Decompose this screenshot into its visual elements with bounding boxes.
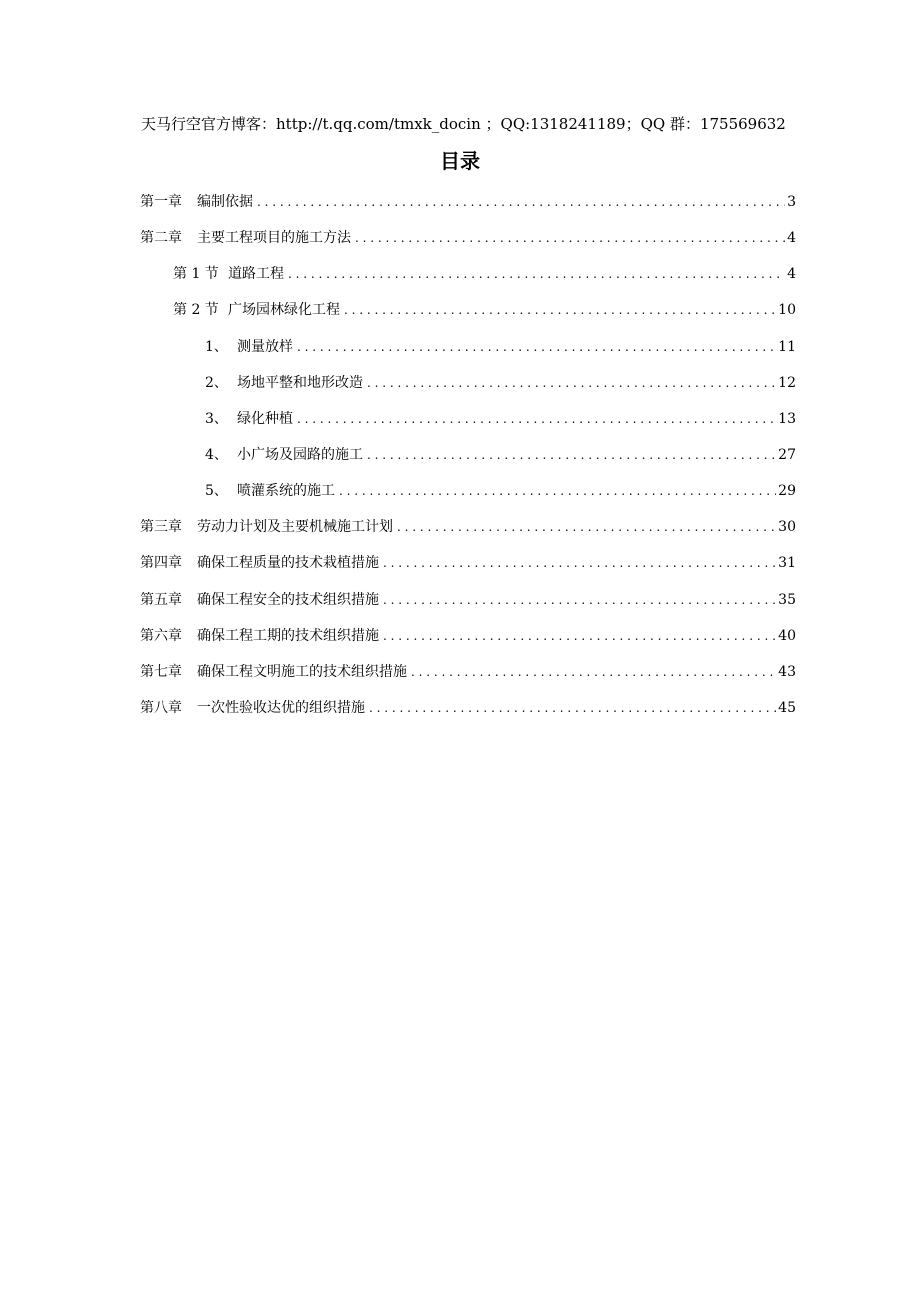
toc-entry-title: 喷灌系统的施工 xyxy=(237,483,335,499)
toc-entry-number: 第 2 节 xyxy=(173,302,219,318)
toc-entry-title: 编制依据 xyxy=(197,194,253,210)
toc-entry-title: 测量放样 xyxy=(237,339,293,355)
toc-entry[interactable] xyxy=(205,481,796,501)
toc-entry-page: 4 xyxy=(787,266,796,282)
toc-entry[interactable] xyxy=(140,553,796,573)
toc-dot-leader xyxy=(383,626,776,646)
toc-entry-page: 13 xyxy=(778,411,796,427)
toc-entry-page: 35 xyxy=(778,592,796,608)
toc-entry-page: 4 xyxy=(787,230,796,246)
toc-entry-page: 27 xyxy=(778,447,796,463)
toc-entry-number: 4、 xyxy=(205,447,228,463)
page-header-text: 天马行空官方博客：http://t.qq.com/tmxk_docin ；QQ:1318241189；QQ 群：175569632 xyxy=(141,115,786,133)
toc-entry[interactable] xyxy=(205,337,796,357)
toc-entry-page: 11 xyxy=(778,339,796,355)
toc-entry-page: 40 xyxy=(778,628,796,644)
toc-entry-title: 确保工程安全的技术组织措施 xyxy=(197,592,379,608)
toc-dot-leader xyxy=(339,481,776,501)
toc-dot-leader xyxy=(257,192,785,212)
toc-entry-page: 3 xyxy=(787,194,796,210)
toc-entry[interactable] xyxy=(140,698,796,718)
toc-entry-page: 12 xyxy=(778,375,796,391)
toc-entry-title: 确保工程文明施工的技术组织措施 xyxy=(197,664,407,680)
toc-dot-leader xyxy=(383,553,776,573)
toc-entry-number: 2、 xyxy=(205,375,228,391)
toc-entry[interactable] xyxy=(173,264,796,284)
toc-entry-title: 确保工程质量的技术栽植措施 xyxy=(197,555,379,571)
toc-entry-number: 第一章 xyxy=(140,194,182,210)
toc-entry-number: 第五章 xyxy=(140,592,182,608)
toc-entry-title: 广场园林绿化工程 xyxy=(228,302,340,318)
toc-entry-number: 第三章 xyxy=(140,519,182,535)
toc-entry[interactable] xyxy=(140,192,796,212)
toc-dot-leader xyxy=(344,300,776,320)
toc-entry-page: 43 xyxy=(778,664,796,680)
toc-entry-number: 第 1 节 xyxy=(173,266,219,282)
toc-entry-title: 劳动力计划及主要机械施工计划 xyxy=(197,519,393,535)
toc-dot-leader xyxy=(369,698,776,718)
toc-entry-page: 31 xyxy=(778,555,796,571)
toc-entry[interactable] xyxy=(205,445,796,465)
toc-entry-page: 29 xyxy=(778,483,796,499)
toc-entry[interactable] xyxy=(140,590,796,610)
toc-entry-title: 小广场及园路的施工 xyxy=(237,447,363,463)
toc-dot-leader xyxy=(397,517,776,537)
toc-entry[interactable] xyxy=(205,409,796,429)
toc-entry[interactable] xyxy=(140,662,796,682)
toc-entry-title: 一次性验收达优的组织措施 xyxy=(197,700,365,716)
toc-entry-title: 道路工程 xyxy=(228,266,284,282)
toc-entry-number: 第二章 xyxy=(140,230,182,246)
toc-dot-leader xyxy=(367,445,776,465)
toc-dot-leader xyxy=(297,409,776,429)
toc-entry-number: 第七章 xyxy=(140,664,182,680)
toc-entry-title: 场地平整和地形改造 xyxy=(237,375,363,391)
toc-entry[interactable] xyxy=(140,228,796,248)
toc-entry-page: 45 xyxy=(778,700,796,716)
toc-entry-number: 第六章 xyxy=(140,628,182,644)
toc-entry-number: 第四章 xyxy=(140,555,182,571)
toc-entry-page: 30 xyxy=(778,519,796,535)
toc-entry-title: 绿化种植 xyxy=(237,411,293,427)
toc-entry-page: 10 xyxy=(778,302,796,318)
toc-dot-leader xyxy=(383,590,776,610)
toc-dot-leader xyxy=(355,228,785,248)
toc-entry-title: 主要工程项目的施工方法 xyxy=(197,230,351,246)
toc-entry-number: 第八章 xyxy=(140,700,182,716)
toc-dot-leader xyxy=(367,373,776,393)
toc-entry[interactable] xyxy=(173,300,796,320)
toc-title: 目录 xyxy=(440,149,480,173)
toc-entry[interactable] xyxy=(205,373,796,393)
toc-entry-number: 3、 xyxy=(205,411,228,427)
toc-dot-leader xyxy=(297,337,776,357)
toc-dot-leader xyxy=(411,662,776,682)
toc-entry[interactable] xyxy=(140,517,796,537)
toc-entry-number: 1、 xyxy=(205,339,228,355)
toc-entry[interactable] xyxy=(140,626,796,646)
toc-dot-leader xyxy=(288,264,785,284)
toc-entry-number: 5、 xyxy=(205,483,228,499)
toc-entry-title: 确保工程工期的技术组织措施 xyxy=(197,628,379,644)
